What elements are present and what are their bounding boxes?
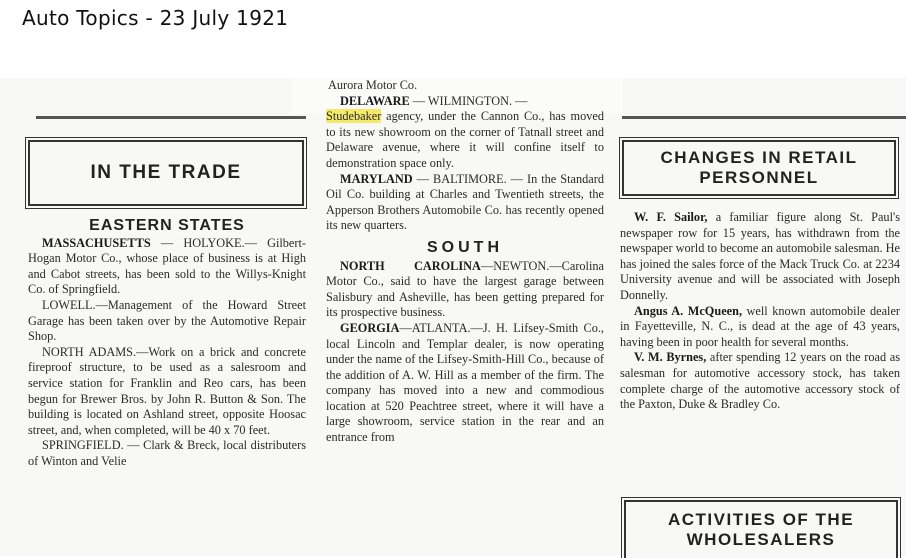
byrnes-name: V. M. Byrnes, <box>634 350 707 365</box>
delaware-body: agency, under the Cannon Co., has moved to its new showroom on the corner of Tatnall street and Delaware avenue, where it will confine itself to demonstration space only. <box>326 109 604 170</box>
changes-title-line2: PERSONNEL <box>699 168 819 187</box>
sailor-item <box>620 210 900 304</box>
georgia-text: —ATLANTA.—J. H. Lifsey-Smith Co., local Lincoln and Templar dealer, is now operating under the name of the Lifsey-Smith-Hill Co., because of the addition of A. W. Hill as a member of the firm. The company has moved into a new and commodious location at 520 Peachtree street, where it will have a large showroom, service station in the rear and an entrance from <box>326 320 604 445</box>
byrnes-item <box>620 350 900 412</box>
north-carolina-text: —NEWTON.—Carolina Motor Co., said to have the largest garage between Salisbury and Asheville, has been getting prepared for its prospective business. <box>326 258 604 320</box>
north-adams-item: NORTH ADAMS.—Work on a brick and concrete fireproof structure, to be used as a salesroom and service station for Franklin and Reo cars, has been begun for Brewer Bros. by John R. Button & Son. The building is located on Ashland street, opposite Hoosac street, and, when completed, will be 40 x 70 feet. <box>28 344 306 437</box>
sailor-name: W. F. Sailor, <box>634 210 708 224</box>
mcqueen-item <box>620 304 900 351</box>
maryland-item <box>326 172 604 234</box>
aurora-line: Aurora Motor Co. <box>328 78 418 92</box>
georgia-head: GEORGIA <box>340 320 400 335</box>
massachusetts-head: MASSACHUSETTS <box>42 235 151 250</box>
maryland-text: — BALTIMORE. — In the Standard Oil Co. building at Charles and Twentieth streets, the Apperson Brothers Automobile Co. has recently opened its new quarters. <box>326 171 604 233</box>
north-carolina-head: NORTH CAROLINA <box>340 258 481 273</box>
delaware-head: DELAWARE <box>340 93 410 108</box>
wholesalers-title-line1: ACTIVITIES OF THE <box>667 510 855 529</box>
eastern-states-heading: EASTERN STATES <box>89 217 245 234</box>
mcqueen-text: well known automobile dealer in Fayetteville, N. C., is dead at the age of 43 years, having been in poor health for several months. <box>620 303 900 349</box>
in-the-trade-title: IN THE TRADE <box>90 162 242 183</box>
changes-title-line1: CHANGES IN RETAIL <box>660 148 858 167</box>
changes-in-retail-box <box>622 140 896 196</box>
right-column <box>620 210 900 413</box>
south-heading: SOUTH <box>427 238 503 256</box>
maryland-head: MARYLAND <box>340 171 413 186</box>
wholesalers-box <box>624 500 898 558</box>
right-top-rule <box>622 116 906 119</box>
in-the-trade-box <box>28 140 304 206</box>
byrnes-text: after spending 12 years on the road as salesman for automotive accessory stock, has taken complete charge of the automotive accessory stock of the Paxton, Duke & Bradley Co. <box>620 350 900 412</box>
mcqueen-name: Angus A. McQueen, <box>634 303 743 318</box>
middle-column <box>326 78 604 446</box>
delaware-item <box>326 94 604 110</box>
massachusetts-item <box>28 236 306 298</box>
springfield-item: SPRINGFIELD. — Clark & Breck, local distributers of Winton and Velie <box>28 438 306 468</box>
delaware-city: — WILMINGTON. — <box>409 93 528 108</box>
studebaker-highlight: Studebaker <box>326 109 382 124</box>
delaware-text <box>326 109 604 171</box>
wholesalers-title-line2: WHOLESALERS <box>686 530 836 549</box>
left-top-rule <box>36 116 306 119</box>
georgia-item <box>326 321 604 446</box>
sailor-text: a familiar figure along St. Paul's newspaper row for 15 years, has withdrawn from the newspaper world to become an automobile salesman. He has joined the sales force of the Mack Truck Co. at 2234 University avenue and will be associated with Joseph Donnelly. <box>620 210 901 302</box>
massachusetts-text: — HOLYOKE.— Gilbert-Hogan Motor Co., whose place of business is at High and Cabot streets, has been sold to the Willys-Knight Co. of Springfield. <box>28 235 306 297</box>
north-carolina-item <box>326 259 604 321</box>
left-column <box>28 218 306 470</box>
lowell-item: LOWELL.—Management of the Howard Street Garage has been taken over by the Automotive Repair Shop. <box>28 297 306 344</box>
page-caption: Auto Topics - 23 July 1921 <box>22 6 289 30</box>
